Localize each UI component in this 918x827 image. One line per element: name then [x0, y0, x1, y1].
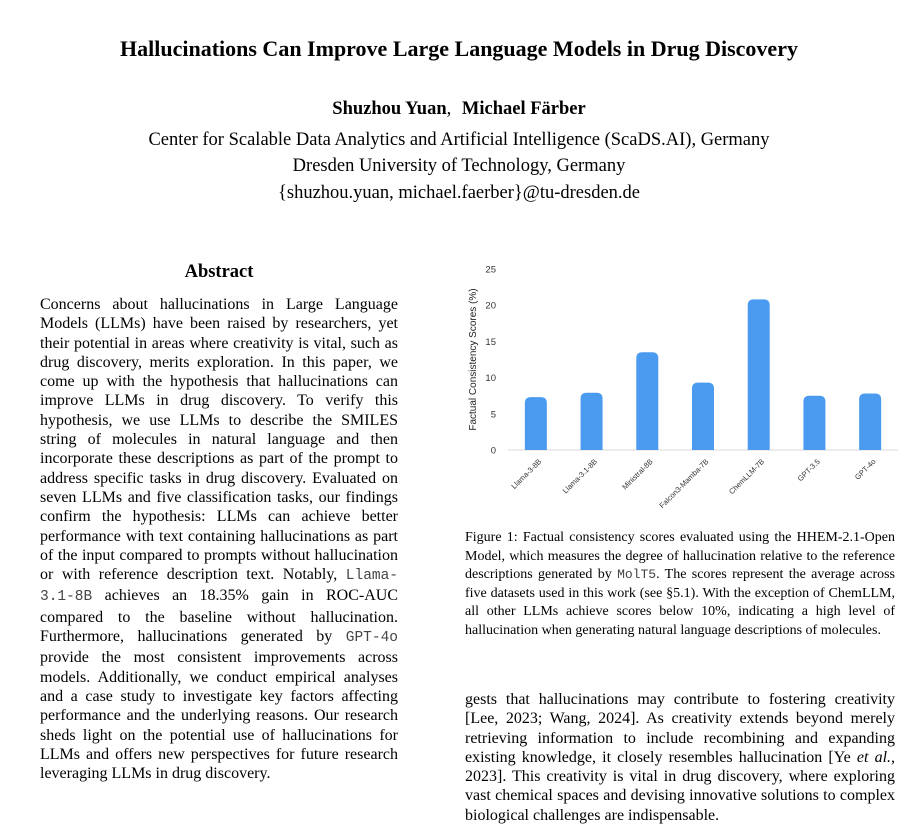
- bar-chart: [462, 258, 902, 520]
- x-tick-label: GPT-3.5: [795, 457, 822, 484]
- abstract-part: Concerns about hallucinations in Large Language Models (LLMs) have been raised by researchers, yet their potential in areas where creativity is vital, such as drug discovery, merits exploration. In this paper, we come up with the hypothesis that hallucinations can improve LLMs in drug discovery. To verify this hypothesis, we use LLMs to describe the SMILES string of molecules in natural language and then incorporate these descriptions as part of the prompt to address specific tasks in drug discovery. Evaluated on seven LLMs and five classification tasks, our findings confirm the hypothesis: LLMs can achieve better performance with text containing hallucinations as part of the input compared to prompts without hallucination or with reference description text. Notably,: [40, 296, 398, 584]
- bar: [859, 394, 881, 450]
- body-text: gests that hallucinations may contribute to fostering creativity [Lee, 2023; Wang, 2024]. As creativity extends beyond merely retrieving information to include recombining and expanding existing knowledge, it closely resembles hallucination [Ye: [465, 691, 895, 766]
- paper-title: Hallucinations Can Improve Large Language Models in Drug Discovery: [120, 36, 798, 61]
- email-line: {shuzhou.yuan, michael.faerber}@tu-dresden.de: [277, 183, 640, 203]
- x-tick-label: ChemLLM-7B: [727, 457, 767, 497]
- y-axis-label: Factual Consistency Scores (%): [468, 288, 479, 431]
- model-name: MolT5: [617, 567, 657, 583]
- bar: [748, 299, 770, 450]
- abstract-part: achieves an 18.35% gain in ROC-AUC compared to the baseline without hallucination. Furthermore, hallucinations generated by: [40, 587, 399, 646]
- x-tick-label: Llama-3.1-8B: [560, 457, 599, 496]
- caption-text: . The scores represent the average across five datasets used in this work (see §5.1). With the exception of ChemLLM, all other LLMs achieve scores below 10%, indicating a high level of hallucination when generating natural language descriptions of molecules.: [465, 567, 896, 638]
- caption-text: Factual consistency scores evaluated using the HHEM-2.1-Open Model, which measures the degree of hallucination relative to the reference descriptions generated by: [465, 530, 895, 583]
- x-tick-label: Falcon3-Mamba-7B: [657, 457, 711, 510]
- x-tick-label: GPT-4o: [852, 457, 878, 482]
- y-tick-label: 0: [490, 445, 496, 457]
- body-text: , 2023]. This creativity is vital in drug discovery, where exploring vast chemical spaces and devising innovative solutions to complex biological challenges are indispensable.: [465, 748, 896, 824]
- author-name: Shuzhou Yuan: [332, 99, 447, 119]
- bar: [692, 383, 714, 450]
- caption-label: Figure 1:: [465, 530, 518, 545]
- figure-1-chart: [462, 258, 902, 520]
- author-name: Michael Färber: [461, 99, 586, 119]
- affiliation-line: Center for Scalable Data Analytics and Artificial Intelligence (ScaDS.AI), Germany: [148, 130, 770, 150]
- figure-caption: [465, 529, 895, 641]
- bar: [636, 352, 658, 450]
- abstract-text: [40, 295, 398, 783]
- bar: [525, 397, 547, 450]
- authors: [0, 99, 918, 120]
- bar: [581, 393, 603, 450]
- abstract-part: provide the most consistent improvements across models. Additionally, we conduct empirical analyses and a case study to investigate key factors affecting performance and the underlying reasons. Our research sheds light on the potential use of hallucinations for LLMs and offers new perspectives for future research leveraging LLMs in drug discovery.: [40, 649, 398, 783]
- y-tick-label: 10: [485, 373, 496, 385]
- y-tick-label: 15: [485, 336, 496, 348]
- body-paragraph: [465, 690, 895, 825]
- model-name: Llama-3.1-8B: [40, 568, 399, 606]
- y-tick-label: 5: [490, 409, 496, 421]
- y-tick-label: 25: [485, 264, 496, 276]
- x-tick-label: Ministral-8B: [620, 457, 655, 492]
- bar: [803, 396, 825, 450]
- model-name: GPT-4o: [345, 630, 398, 647]
- abstract-heading: Abstract: [184, 262, 254, 282]
- affiliation-line: Dresden University of Technology, Germany: [292, 156, 626, 176]
- body-text-italic: et al.: [856, 748, 892, 766]
- author-separator: ,: [446, 99, 452, 119]
- y-tick-label: 20: [485, 300, 496, 312]
- x-tick-label: Llama-3-8B: [509, 457, 544, 491]
